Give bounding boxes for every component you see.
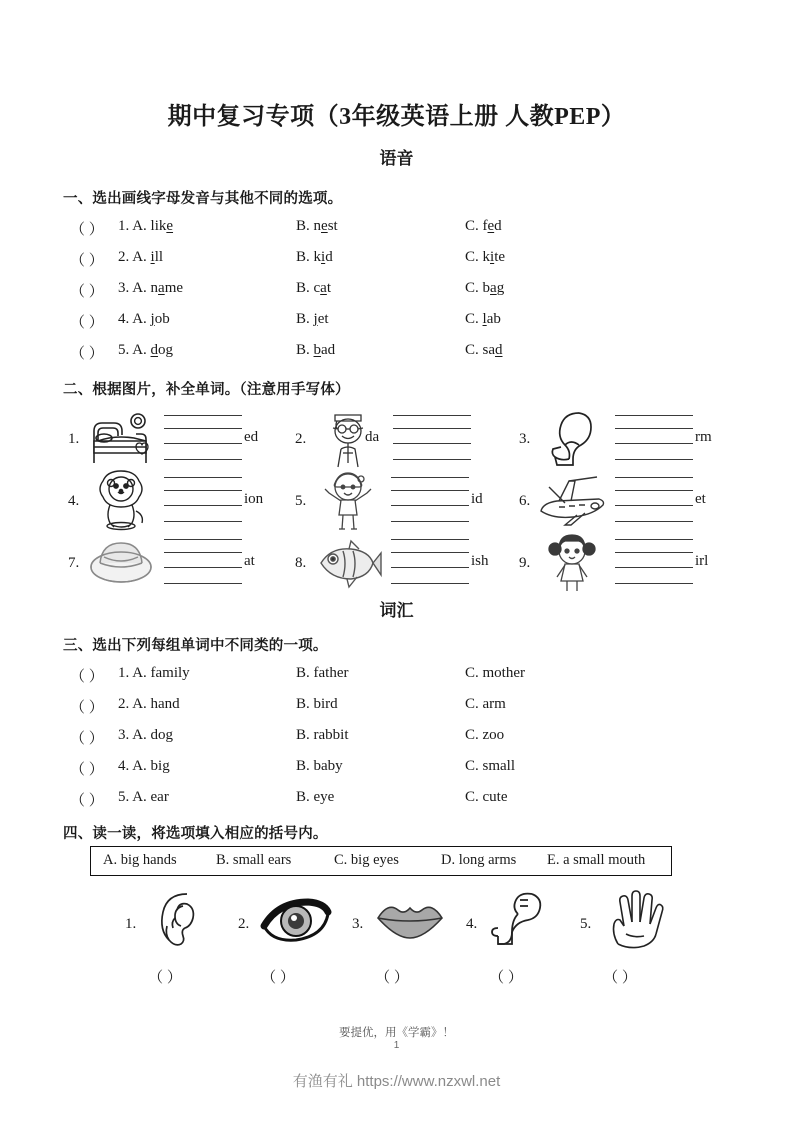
question-row-1-2 [70,249,730,271]
option-b[interactable]: B. bad [296,342,336,358]
item-number: 7. [68,555,80,571]
item-number: 6. [519,493,531,509]
word-suffix: et [695,491,706,507]
option-a[interactable]: 1. A. family [118,665,190,681]
answer-parenthesis[interactable]: （ ） [70,700,104,716]
item-number: 2. [238,916,250,932]
word-suffix: at [244,553,255,569]
fish-icon [311,529,385,595]
option-choice-b[interactable]: B. small ears [216,852,292,868]
writing-lines[interactable] [391,477,509,523]
writing-lines[interactable] [164,477,282,523]
picture-word-item-7 [68,527,286,599]
picture-word-item-9 [519,527,737,599]
option-a[interactable]: 5. A. dog [118,342,174,358]
option-a[interactable]: 2. A. ill [118,249,164,265]
answer-parenthesis[interactable]: （ ） [70,793,104,809]
option-choice-c[interactable]: C. big eyes [334,852,399,868]
option-b[interactable]: B. cat [296,280,332,296]
option-a[interactable]: 1. A. like [118,218,174,234]
option-b[interactable]: B. eye [296,789,335,805]
body-picture-2 [238,890,358,952]
girl-icon [535,529,609,595]
option-choice-e[interactable]: E. a small mouth [547,852,646,868]
option-a[interactable]: 2. A. hand [118,696,180,712]
option-a[interactable]: 3. A. dog [118,727,174,743]
word-suffix: ed [244,429,259,445]
writing-lines[interactable] [391,539,509,585]
ear-icon [145,890,221,950]
question-row-3-5 [70,789,730,811]
option-b[interactable]: B. baby [296,758,343,774]
answer-parenthesis[interactable]: （ ） [70,222,104,238]
option-c[interactable]: C. cute [465,789,508,805]
question-row-1-4 [70,311,730,333]
option-a[interactable]: 4. A. job [118,311,170,327]
answer-parenthesis-1[interactable]: （ ） [148,970,182,986]
item-number: 2. [295,431,307,447]
item-number: 8. [295,555,307,571]
option-c[interactable]: C. sad [465,342,503,358]
picture-word-item-8 [295,527,513,599]
footer-note: 要提优，用《学霸》！ [339,1027,454,1039]
answer-parenthesis[interactable]: （ ） [70,731,104,747]
option-a[interactable]: 3. A. name [118,280,184,296]
eye-icon [258,890,334,950]
option-b[interactable]: B. kid [296,249,333,265]
option-c[interactable]: C. lab [465,311,501,327]
option-b[interactable]: B. jet [296,311,329,327]
answer-parenthesis[interactable]: （ ） [70,762,104,778]
word-suffix: ish [471,553,489,569]
item-number: 1. [68,431,80,447]
writing-lines[interactable] [615,415,733,461]
section-1-heading: 一、选出画线字母发音与其他不同的选项。 [63,191,343,207]
four-line-guide [164,477,242,523]
four-line-guide [164,415,242,461]
item-number: 1. [125,916,137,932]
body-picture-5 [580,890,700,952]
phonics-heading: 语音 [379,149,414,168]
option-c[interactable]: C. small [465,758,516,774]
jet-icon [535,467,609,533]
word-suffix: rm [695,429,712,445]
item-number: 3. [519,431,531,447]
four-line-guide [391,477,469,523]
item-number: 5. [295,493,307,509]
option-b[interactable]: B. nest [296,218,338,234]
item-number: 3. [352,916,364,932]
kid-icon [311,467,385,533]
arm-icon [535,405,609,471]
question-row-1-1 [70,218,730,240]
body-picture-4 [466,890,586,952]
section-4-heading: 四、读一读，将选项填入相应的括号内。 [63,826,328,842]
options-box [90,846,672,876]
option-c[interactable]: C. bag [465,280,505,296]
question-row-1-3 [70,280,730,302]
word-suffix: id [471,491,483,507]
option-c[interactable]: C. mother [465,665,525,681]
hand-icon [600,890,676,950]
answer-parenthesis-4[interactable]: （ ） [489,970,523,986]
word-suffix: irl [695,553,709,569]
body-picture-1 [125,890,245,952]
answer-parenthesis[interactable]: （ ） [70,284,104,300]
writing-lines[interactable] [164,415,282,461]
word-prefix: da [365,429,380,445]
bed-icon [84,405,158,471]
page-title: 期中复习专项（3年级英语上册 人教PEP） [167,104,626,130]
body-picture-3 [352,890,472,952]
answer-parenthesis-2[interactable]: （ ） [261,970,295,986]
answer-parenthesis-5[interactable]: （ ） [603,970,637,986]
arm-muscle-icon [486,890,562,950]
hat-icon [84,529,158,595]
option-choice-a[interactable]: A. big hands [103,852,177,868]
answer-parenthesis[interactable]: （ ） [70,253,104,269]
option-b[interactable]: B. rabbit [296,727,349,743]
question-row-1-5 [70,342,730,364]
option-c[interactable]: C. arm [465,696,506,712]
option-a[interactable]: 4. A. big [118,758,170,774]
section-3-heading: 三、选出下列每组单词中不同类的一项。 [63,638,328,654]
question-row-3-3 [70,727,730,749]
watermark: 有渔有礼 https://www.nzxwl.net [292,1073,501,1090]
option-c[interactable]: C. zoo [465,727,505,743]
option-c[interactable]: C. kite [465,249,506,265]
question-row-3-2 [70,696,730,718]
four-line-guide [615,415,693,461]
item-number: 5. [580,916,592,932]
item-number: 9. [519,555,531,571]
four-line-guide [391,539,469,585]
option-b[interactable]: B. bird [296,696,338,712]
section-2-heading: 二、根据图片，补全单词。（注意用手写体） [63,382,350,398]
item-number: 4. [466,916,478,932]
writing-lines[interactable] [365,415,509,461]
vocabulary-heading: 词汇 [379,601,414,620]
item-number: 4. [68,493,80,509]
option-c[interactable]: C. fed [465,218,502,234]
four-line-guide [393,415,471,461]
answer-parenthesis[interactable]: （ ） [70,315,104,331]
page-number: 1 [393,1040,400,1051]
four-line-guide [615,539,693,585]
question-row-3-1 [70,665,730,687]
writing-lines[interactable] [615,539,733,585]
option-choice-d[interactable]: D. long arms [441,852,517,868]
word-suffix: ion [244,491,264,507]
four-line-guide [164,539,242,585]
answer-parenthesis[interactable]: （ ） [70,669,104,685]
writing-lines[interactable] [615,477,733,523]
question-row-3-4 [70,758,730,780]
option-b[interactable]: B. father [296,665,349,681]
writing-lines[interactable] [164,539,282,585]
four-line-guide [615,477,693,523]
lion-icon [84,467,158,533]
mouth-icon [372,890,448,950]
answer-parenthesis[interactable]: （ ） [70,346,104,362]
option-a[interactable]: 5. A. ear [118,789,169,805]
answer-parenthesis-3[interactable]: （ ） [375,970,409,986]
